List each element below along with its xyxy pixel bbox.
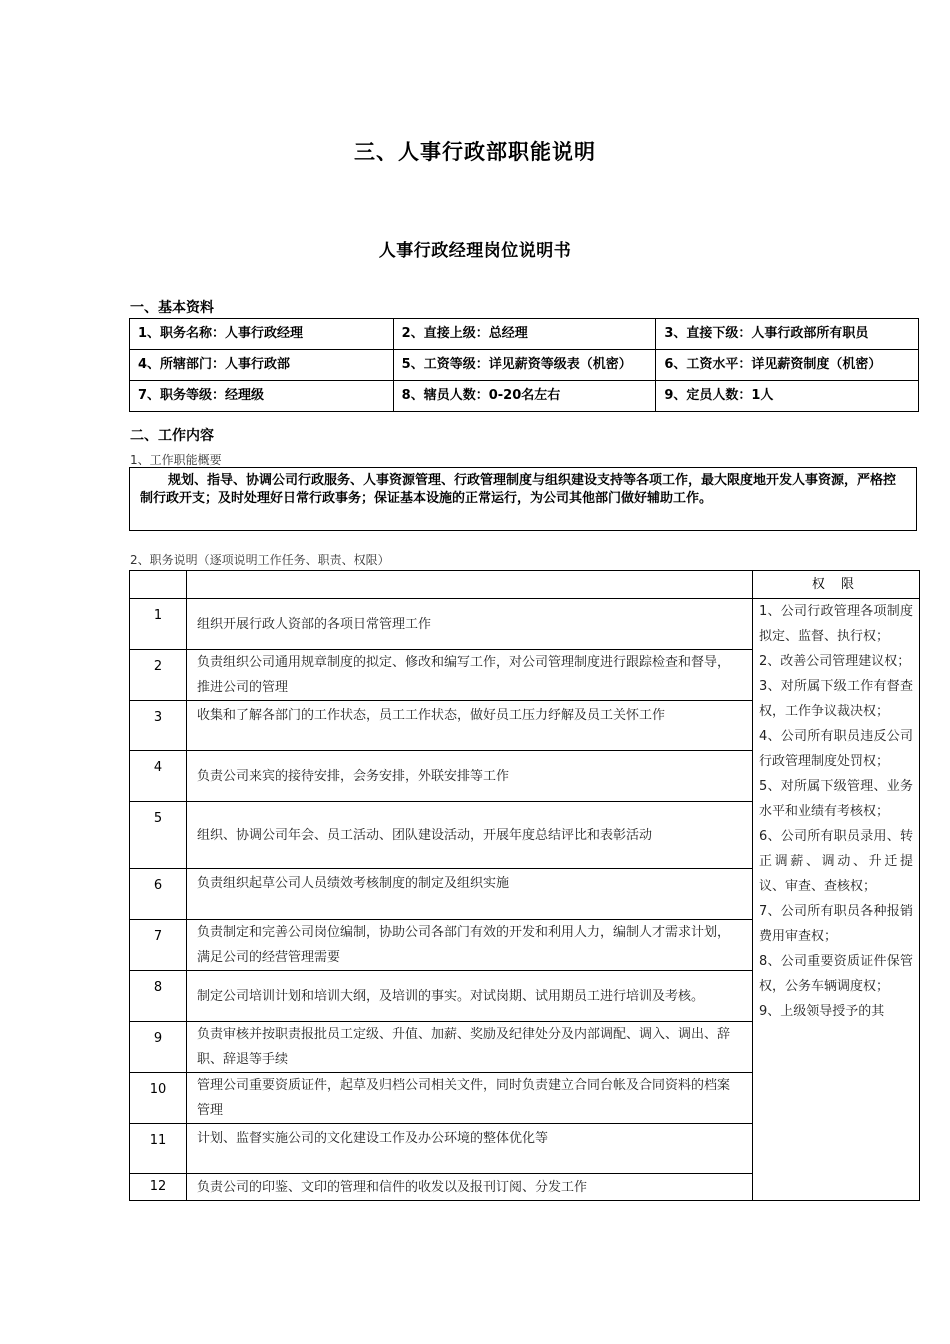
info-cell: 3、直接下级：人事行政部所有职员 bbox=[656, 319, 919, 350]
duty-number: 12 bbox=[130, 1174, 187, 1201]
authority-item: 8、公司重要资质证件保管权，公务车辆调度权； bbox=[759, 954, 913, 994]
table-row bbox=[130, 350, 919, 381]
duty-description: 计划、监督实施公司的文化建设工作及办公环境的整体优化等 bbox=[187, 1124, 753, 1174]
duty-table bbox=[129, 570, 920, 1201]
info-cell: 9、定员人数：1人 bbox=[656, 381, 919, 412]
duty-description: 组织开展行政人资部的各项日常管理工作 bbox=[187, 599, 753, 650]
info-cell: 7、职务等级：经理级 bbox=[130, 381, 394, 412]
section-basic-info-heading: 一、基本资料 bbox=[130, 300, 214, 316]
duty-number: 3 bbox=[130, 701, 187, 751]
header-cell-number bbox=[130, 571, 187, 599]
summary-subheading: 1、工作职能概要 bbox=[130, 453, 222, 467]
duty-description: 负责组织起草公司人员绩效考核制度的制定及组织实施 bbox=[187, 869, 753, 920]
duty-description: 负责公司来宾的接待安排，会务安排，外联安排等工作 bbox=[187, 751, 753, 802]
authority-header: 权 限 bbox=[753, 571, 920, 599]
document-title: 人事行政经理岗位说明书 bbox=[378, 241, 572, 261]
authority-item: 9、上级领导授予的其 bbox=[759, 1004, 885, 1019]
duty-number: 2 bbox=[130, 650, 187, 701]
duty-description: 组织、协调公司年会、员工活动、团队建设活动，开展年度总结评比和表彰活动 bbox=[187, 802, 753, 869]
authority-item: 6、公司所有职员录用、转正调薪、调动、升迁提议、审查、查核权； bbox=[759, 829, 913, 894]
table-header-row bbox=[130, 571, 920, 599]
basic-info-table bbox=[129, 318, 919, 412]
header-cell-description bbox=[187, 571, 753, 599]
duty-number: 9 bbox=[130, 1022, 187, 1073]
duty-description: 负责审核并按职责报批员工定级、升值、加薪、奖励及纪律处分及内部调配、调入、调出、辞职、辞退等手续 bbox=[187, 1022, 753, 1073]
duty-description: 收集和了解各部门的工作状态，员工工作状态，做好员工压力纾解及员工关怀工作 bbox=[187, 701, 753, 751]
info-cell: 1、职务名称：人事行政经理 bbox=[130, 319, 394, 350]
table-row bbox=[130, 381, 919, 412]
table-row bbox=[130, 599, 920, 650]
duty-description: 制定公司培训计划和培训大纲，及培训的事实。对试岗期、试用期员工进行培训及考核。 bbox=[187, 971, 753, 1022]
info-cell: 8、辖员人数：0-20名左右 bbox=[393, 381, 656, 412]
authority-item: 3、对所属下级工作有督查权，工作争议裁决权； bbox=[759, 679, 913, 719]
duty-number: 11 bbox=[130, 1124, 187, 1174]
duty-description: 负责制定和完善公司岗位编制，协助公司各部门有效的开发和利用人力，编制人才需求计划，满足公司的经营管理需要 bbox=[187, 920, 753, 971]
table-row bbox=[130, 319, 919, 350]
duty-number: 1 bbox=[130, 599, 187, 650]
page-title: 三、人事行政部职能说明 bbox=[354, 139, 596, 164]
duty-number: 8 bbox=[130, 971, 187, 1022]
duties-subheading: 2、职务说明（逐项说明工作任务、职责、权限） bbox=[130, 553, 390, 567]
duty-description: 管理公司重要资质证件，起草及归档公司相关文件，同时负责建立合同台帐及合同资料的档案管理 bbox=[187, 1073, 753, 1124]
info-cell: 2、直接上级：总经理 bbox=[393, 319, 656, 350]
info-cell: 6、工资水平：详见薪资制度（机密） bbox=[656, 350, 919, 381]
duty-number: 5 bbox=[130, 802, 187, 869]
info-cell: 4、所辖部门：人事行政部 bbox=[130, 350, 394, 381]
authority-item: 2、改善公司管理建议权； bbox=[759, 654, 911, 669]
summary-box: 规划、指导、协调公司行政服务、人事资源管理、行政管理制度与组织建设支持等各项工作，最大限度地开发人事资源，严格控制行政开支；及时处理好日常行政事务；保证基本设施的正常运行，为公司其他部门做好辅助工作。 bbox=[129, 467, 917, 531]
authority-item: 1、公司行政管理各项制度拟定、监督、执行权； bbox=[759, 604, 913, 644]
duty-number: 10 bbox=[130, 1073, 187, 1124]
authority-item: 4、公司所有职员违反公司行政管理制度处罚权； bbox=[759, 729, 913, 769]
info-cell: 5、工资等级：详见薪资等级表（机密） bbox=[393, 350, 656, 381]
authority-list bbox=[753, 599, 920, 1201]
duty-description: 负责公司的印鉴、文印的管理和信件的收发以及报刊订阅、分发工作 bbox=[187, 1174, 753, 1201]
authority-item: 7、公司所有职员各种报销费用审查权； bbox=[759, 904, 913, 944]
section-work-content-heading: 二、工作内容 bbox=[130, 428, 214, 444]
duty-number: 4 bbox=[130, 751, 187, 802]
duty-description: 负责组织公司通用规章制度的拟定、修改和编写工作，对公司管理制度进行跟踪检查和督导，推进公司的管理 bbox=[187, 650, 753, 701]
duty-number: 7 bbox=[130, 920, 187, 971]
duty-number: 6 bbox=[130, 869, 187, 920]
authority-item: 5、对所属下级管理、业务水平和业绩有考核权； bbox=[759, 779, 913, 819]
